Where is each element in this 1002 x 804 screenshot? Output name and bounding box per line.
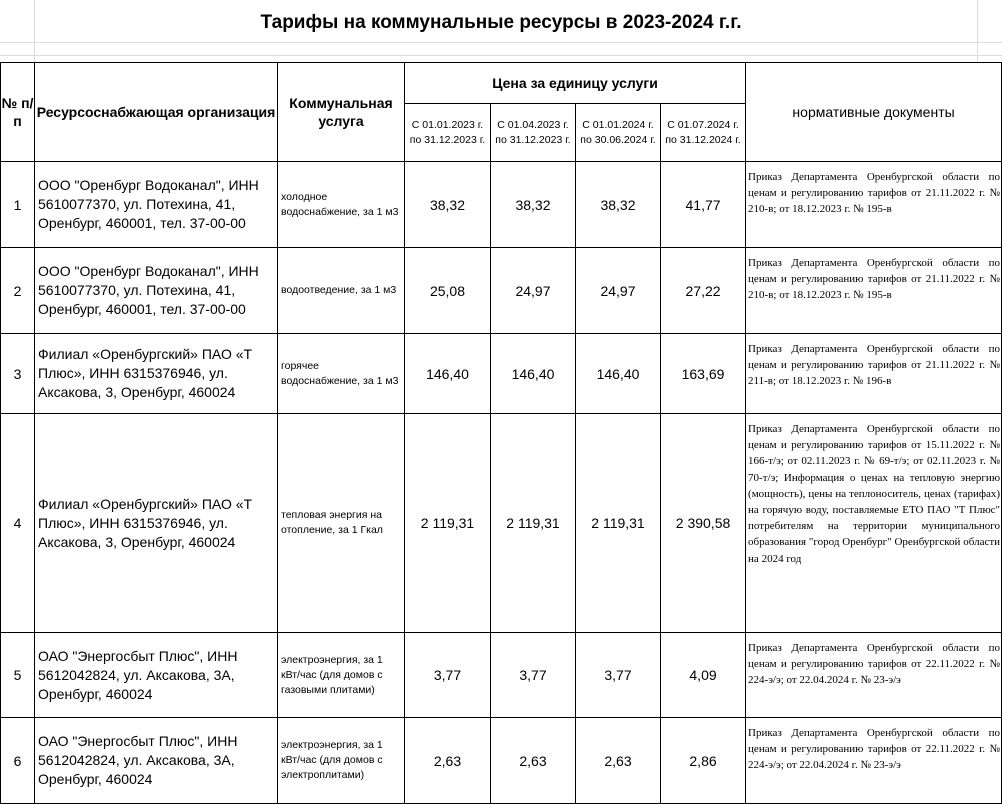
price-cell: 2,63 [576,718,661,804]
header-period: С 01.01.2024 г. по 30.06.2024 г. [576,104,661,162]
price-cell: 41,77 [661,162,746,248]
row-number: 5 [1,633,35,718]
grid-line [977,0,978,62]
organization-cell: ООО "Оренбург Водоканал", ИНН 5610077370, ул. Потехина, 41, Оренбург, 460001, тел. 37-00-00 [35,248,278,334]
service-cell: холодное водоснабжение, за 1 м3 [278,162,405,248]
document-cell: Приказ Департамента Оренбургской области по ценам и регулированию тарифов от 21.11.2022 г. № 210-в; от 18.12.2023 г. № 195-в [746,248,1002,334]
row-number: 2 [1,248,35,334]
price-cell: 3,77 [576,633,661,718]
table-row [1,414,1002,633]
grid-line [34,0,35,62]
price-cell: 146,40 [576,334,661,414]
document-cell: Приказ Департамента Оренбургской области по ценам и регулированию тарифов от 22.11.2022 г. № 224-э/э; от 22.04.2024 г. № 23-э/э [746,633,1002,718]
organization-cell: ООО "Оренбург Водоканал", ИНН 5610077370, ул. Потехина, 41, Оренбург, 460001, тел. 37-00-00 [35,162,278,248]
organization-cell: Филиал «Оренбургский» ПАО «Т Плюс», ИНН 6315376946, ул. Аксакова, 3, Оренбург, 460024 [35,414,278,633]
price-cell: 2,63 [491,718,576,804]
header-period: С 01.04.2023 г. по 31.12.2023 г. [491,104,576,162]
price-cell: 4,09 [661,633,746,718]
row-number: 6 [1,718,35,804]
grid-line [0,55,1002,56]
document-cell: Приказ Департамента Оренбургской области по ценам и регулированию тарифов от 21.11.2022 г. № 211-в; от 18.12.2023 г. № 196-в [746,334,1002,414]
table-row [1,633,1002,718]
header-price-group: Цена за единицу услуги [405,63,746,104]
page-title: Тарифы на коммунальные ресурсы в 2023-2024 г.г. [260,12,742,33]
header-docs: нормативные документы [746,63,1002,162]
table-row [1,718,1002,804]
header-period: С 01.01.2023 г. по 31.12.2023 г. [405,104,491,162]
price-cell: 3,77 [491,633,576,718]
price-cell: 2,63 [405,718,491,804]
organization-cell: Филиал «Оренбургский» ПАО «Т Плюс», ИНН 6315376946, ул. Аксакова, 3, Оренбург, 460024 [35,334,278,414]
price-cell: 25,08 [405,248,491,334]
document-cell: Приказ Департамента Оренбургской области по ценам и регулированию тарифов от 15.11.2022 г. № 166-т/э; от 02.11.2023 г. № 69-т/э; от 02.11.2023 г. № 70-т/э; Информация о ценах на тепловую энергию (мощность), цены на теплоноситель, ценах (тарифах) на горячую воду, поставляемые ЕТО ПАО "Т Плюс" потребителям на территории муниципального образования "город Оренбург" Оренбургской области на 2024 год [746,414,1002,633]
document-cell: Приказ Департамента Оренбургской области по ценам и регулированию тарифов от 21.11.2022 г. № 210-в; от 18.12.2023 г. № 195-в [746,162,1002,248]
price-cell: 146,40 [405,334,491,414]
header-org: Ресурсоснабжающая организация [35,63,278,162]
organization-cell: ОАО "Энергосбыт Плюс", ИНН 5612042824, ул. Аксакова, 3А, Оренбург, 460024 [35,718,278,804]
table-row [1,162,1002,248]
price-cell: 2 390,58 [661,414,746,633]
price-cell: 163,69 [661,334,746,414]
price-cell: 24,97 [491,248,576,334]
price-cell: 38,32 [491,162,576,248]
row-number: 4 [1,414,35,633]
header-period: С 01.07.2024 г. по 31.12.2024 г. [661,104,746,162]
header-service: Коммунальная услуга [278,63,405,162]
row-number: 3 [1,334,35,414]
price-cell: 24,97 [576,248,661,334]
service-cell: тепловая энергия на отопление, за 1 Гкал [278,414,405,633]
service-cell: электроэнергия, за 1 кВт/час (для домов с газовыми плитами) [278,633,405,718]
price-cell: 2 119,31 [405,414,491,633]
price-cell: 2 119,31 [491,414,576,633]
service-cell: электроэнергия, за 1 кВт/час (для домов с электроплитами) [278,718,405,804]
grid-line [0,42,1002,43]
price-cell: 3,77 [405,633,491,718]
price-cell: 2 119,31 [576,414,661,633]
header-row [1,63,1002,104]
header-num: № п/п [1,63,35,162]
price-cell: 2,86 [661,718,746,804]
tariffs-table [0,62,1002,804]
service-cell: горячее водоснабжение, за 1 м3 [278,334,405,414]
row-number: 1 [1,162,35,248]
organization-cell: ОАО "Энергосбыт Плюс", ИНН 5612042824, ул. Аксакова, 3А, Оренбург, 460024 [35,633,278,718]
price-cell: 146,40 [491,334,576,414]
document-cell: Приказ Департамента Оренбургской области по ценам и регулированию тарифов от 22.11.2022 г. № 224-э/э; от 22.04.2024 г. № 23-э/э [746,718,1002,804]
price-cell: 38,32 [576,162,661,248]
price-cell: 27,22 [661,248,746,334]
table-row [1,248,1002,334]
price-cell: 38,32 [405,162,491,248]
service-cell: водоотведение, за 1 м3 [278,248,405,334]
table-row [1,334,1002,414]
